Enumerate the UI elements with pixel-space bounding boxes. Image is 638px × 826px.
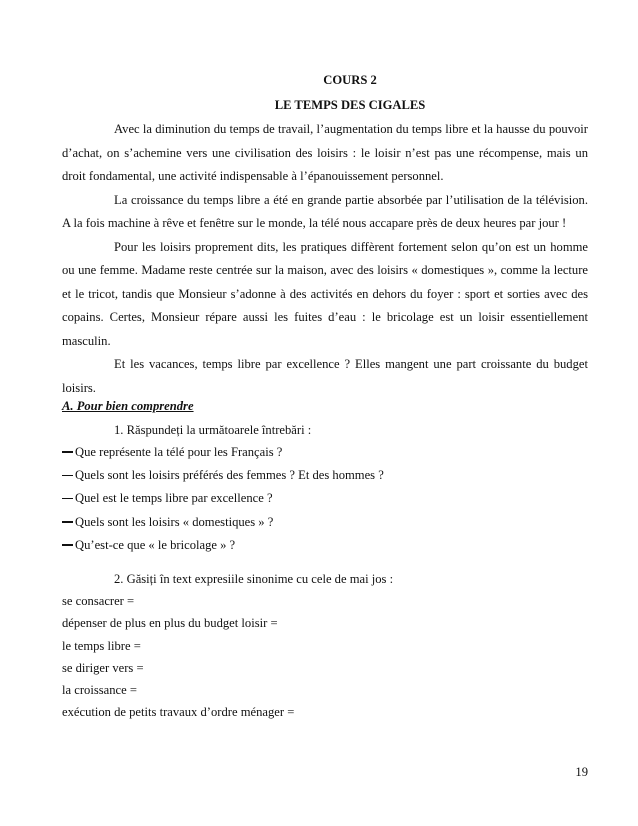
synonym-item: se consacrer = [62,594,135,608]
question-text: Quels sont les loisirs préférés des femmes ? Et des hommes ? [75,468,384,483]
question-text: Quels sont les loisirs « domestiques » ? [75,514,274,529]
dash-bullet-icon [62,451,73,453]
page-number: 19 [575,765,588,779]
question-item [62,487,384,510]
question-item [62,534,384,557]
synonym-item: exécution de petits travaux d’ordre ménager = [62,705,295,720]
synonym-item: se diriger vers = [62,660,144,675]
dash-bullet-icon [62,475,73,477]
paragraph-4: Et les vacances, temps libre par excellence ? Elles mangent une part croissante du budget loisirs. [62,357,588,395]
question-text: Que représente la télé pour les Français ? [75,445,283,459]
synonym-item: la croissance = [62,683,137,698]
dash-bullet-icon [62,521,73,523]
course-title: COURS 2 [323,73,377,87]
question-item [62,511,384,534]
section-heading: A. Pour bien comprendre [62,399,194,413]
dash-bullet-icon [62,498,73,500]
question-item [62,464,384,487]
lesson-title: LE TEMPS DES CIGALES [274,98,426,112]
synonym-item: le temps libre = [62,638,141,653]
question-list [62,441,384,557]
exercise-2-instruction: 2. Găsiți în text expresiile sinonime cu cele de mai jos : [114,572,394,586]
paragraph-2: La croissance du temps libre a été en grande partie absorbée par l’utilisation de la télévision. A la fois machine à rêve et fenêtre sur le monde, la télé nous accapare près de deux heures par jour ! [62,192,588,230]
reading-text [62,118,588,400]
question-item [62,441,384,464]
paragraph-3: Pour les loisirs proprement dits, les pratiques diffèrent fortement selon qu’on est un homme ou une femme. Madame reste centrée sur la maison, avec des loisirs « domestiques », comme la lecture et le tricot, tandis que Monsieur s’adonne à des activités en dehors du foyer : sport et sorties avec des copains. Certes, Monsieur répare aussi les fuites d’eau : le bricolage est un loisir essentiellement masculin. [62,239,588,348]
paragraph-1: Avec la diminution du temps de travail, l’augmentation du temps libre et la hausse du pouvoir d’achat, on s’achemine vers une civilisation des loisirs : le loisir n’est pas une récompense, mais un droit fondamental, une activité indispensable à l’épanouissement personnel. [62,122,588,183]
synonym-list [62,590,294,724]
dash-bullet-icon [62,544,73,546]
question-text: Quel est le temps libre par excellence ? [75,491,273,506]
exercise-1-instruction: 1. Răspundeți la următoarele întrebări : [114,423,312,437]
question-text: Qu’est-ce que « le bricolage » ? [75,537,236,552]
synonym-item: dépenser de plus en plus du budget loisir = [62,616,278,631]
